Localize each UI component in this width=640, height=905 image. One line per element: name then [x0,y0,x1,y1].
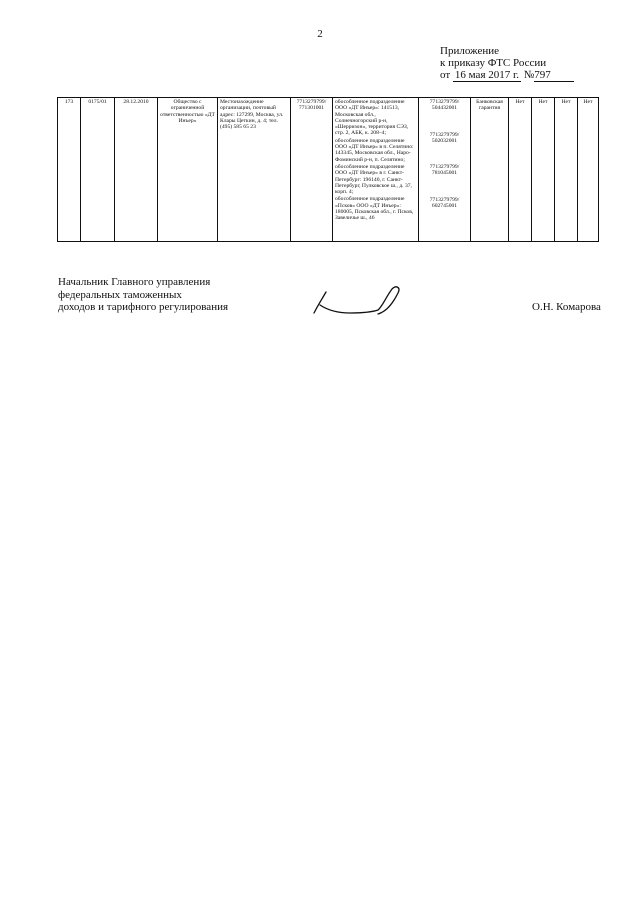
organization-name-cell: Общество с ограниченной ответственностью «ДТ Инъер» [158,98,218,242]
inn-kpp-cell: 7713279799/ 771301001 [291,98,333,242]
guarantee-type-cell: Банковская гарантия [471,98,509,242]
signatory-name: О.Н. Комарова [532,301,601,313]
appendix-header [440,45,574,82]
flag-cell-1: Нет [509,98,532,242]
signatory-title-line: Начальник Главного управления [58,276,211,288]
appendix-date-prefix: от [440,69,451,81]
appendix-number: 797 [534,69,574,82]
branch-code: 7713279799/ 502032001 [429,131,460,144]
appendix-date-line [440,69,574,82]
branch-address: обособленное подразделение ООО «ДТ Инъер» в г. Санкт-Петербург: 196140, г. Санкт-Петербург, Пулковское ш., д. 37, корп. 4; [335,163,412,196]
registration-number-cell: 0175/01 [81,98,115,242]
branches-cell [333,98,419,242]
flag-cell-2: Нет [532,98,555,242]
appendix-number-prefix: № [523,69,535,81]
flag-cell-4: Нет [578,98,599,242]
appendix-order-reference: к приказу ФТС России [440,57,547,69]
flag-cell-3: Нет [555,98,578,242]
appendix-date: 16 мая 2017 г. [454,69,520,81]
row-number-cell: 173 [58,98,81,242]
branch-address: обособленное подразделение «Псков» ООО «ДТ Инъер»: 180005, Псковская обл., г. Псков, Завеличье ш., 46 [335,196,414,222]
table-row [58,98,599,242]
handwritten-signature [306,283,406,323]
branch-codes-cell [419,98,471,242]
signatory-title-line: доходов и тарифного регулирования [58,301,229,313]
appendix-title: Приложение [440,45,500,57]
registry-table [57,97,599,242]
signatory-title-line: федеральных таможенных [58,288,182,301]
page-number: 2 [317,28,323,40]
branch-code: 7713279799/ 602745001 [429,196,460,210]
branch-address: обособленное подразделение ООО «ДТ Инъер»: 141513, Московская обл., Солнечногорский р-н, «Шерризон», территория СЭЗ, стр. 2, АБК, к. 208–4; [335,99,409,137]
branch-code: 7713279799/ 781045001 [429,164,460,177]
branch-address: обособленное подразделение ООО «ДТ Инъер» в п. Селятино: 143345, Московская обл., Наро-Фоминский р-н, п. Селятино; [335,137,414,163]
branch-code: 7713279799/ 504432001 [429,99,460,112]
organization-address-cell: Местонахождение организации, почтовый адрес: 127299, Москва, ул. Клары Цеткин, д. 4; тел. (495) 585 65 23 [218,98,291,242]
signatory-title [58,276,228,314]
registration-date-cell: 28.12.2010 [115,98,158,242]
